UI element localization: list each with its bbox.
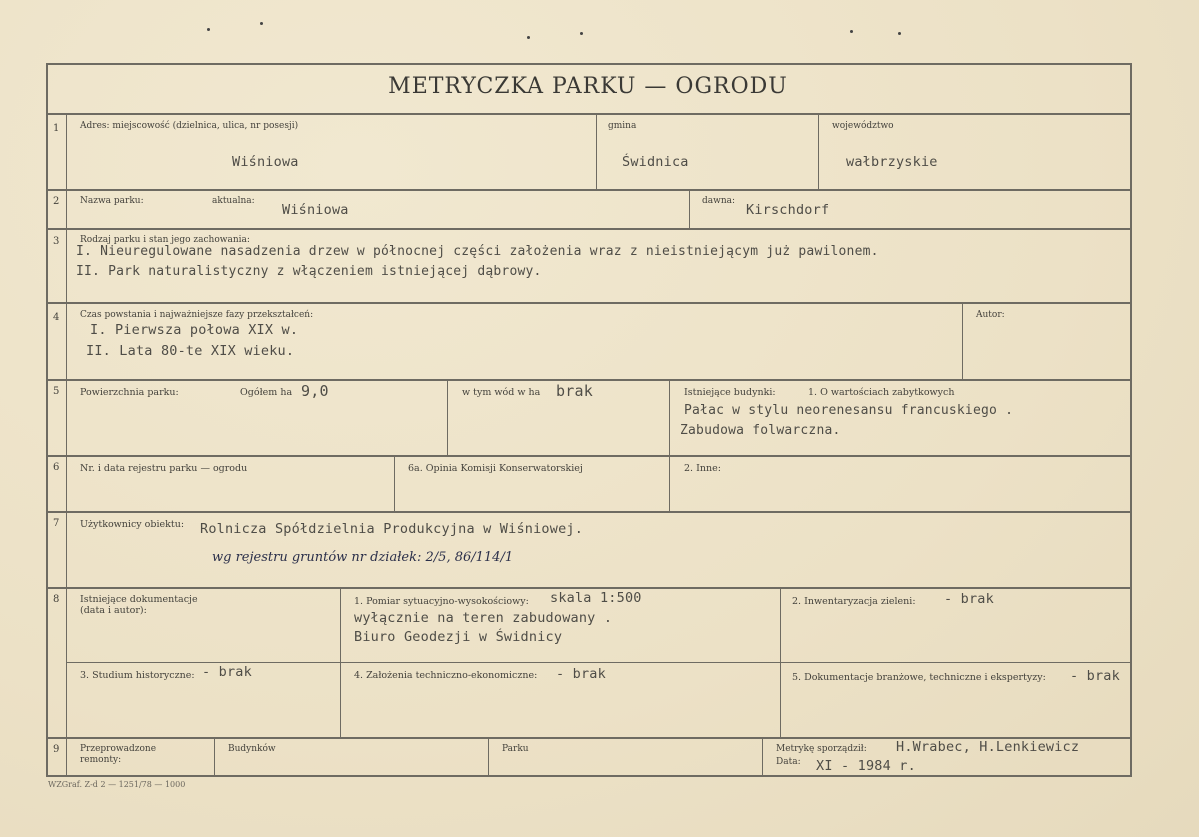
cell-divider [689, 190, 690, 228]
history-label: Czas powstania i najważniejsze fazy przekształceń: [80, 310, 314, 320]
gmina-label: gmina [608, 121, 637, 131]
row-number: 7 [53, 518, 60, 529]
park-type-line-2: II. Park naturalistyczny z włączeniem istniejącej dąbrowy. [76, 264, 542, 279]
row-number: 6 [53, 462, 60, 473]
survey-label: 1. Pomiar sytuacyjno-wysokościowy: [354, 596, 529, 607]
frame-top [46, 63, 1132, 65]
row-divider [46, 189, 1132, 191]
register-label: Nr. i data rejestru parku — ogrodu [80, 463, 248, 474]
cell-divider [962, 303, 963, 379]
branch-docs-label: 5. Dokumentacje branżowe, techniczne i ekspertyzy: [792, 672, 1046, 683]
cell-divider [447, 380, 448, 455]
ink-speck [207, 28, 210, 31]
users-value: Rolnicza Spółdzielnia Produkcyjna w Wiśniowej. [200, 521, 584, 537]
cell-divider [214, 738, 215, 776]
total-area-label: Ogółem ha [240, 387, 293, 398]
row-divider [46, 587, 1132, 589]
area-label: Powierzchnia parku: [80, 387, 179, 398]
technical-assumptions-label: 4. Założenia techniczno-ekonomiczne: [354, 670, 538, 681]
cell-divider [488, 738, 489, 776]
current-name-value: Wiśniowa [282, 202, 349, 218]
row-divider-thin [66, 662, 1132, 663]
buildings-repairs-label: Budynków [228, 744, 276, 754]
row-divider [46, 113, 1132, 115]
greenery-label: 2. Inwentaryzacja zieleni: [792, 596, 916, 607]
cell-divider [596, 114, 597, 190]
technical-assumptions-value: - brak [556, 666, 606, 682]
row-divider [46, 511, 1132, 513]
documentation-label: Istniejące dokumentacje [80, 594, 198, 605]
greenery-value: - brak [944, 591, 994, 607]
address-label: Adres: miejscowość (dzielnica, ulica, nr posesji) [80, 121, 299, 131]
water-area-value: brak [556, 382, 593, 400]
frame-bottom [46, 775, 1132, 777]
branch-docs-value: - brak [1070, 668, 1120, 684]
water-area-label: w tym wód w ha [462, 387, 541, 398]
cell-divider [669, 456, 670, 512]
park-type-line-1: I. Nieuregulowane nasadzenia drzew w północnej części założenia wraz z nieistniejącym już pawilonem. [76, 244, 879, 259]
cell-divider [818, 114, 819, 190]
cell-divider [394, 456, 395, 512]
total-area-value: 9,0 [301, 382, 329, 400]
former-name-value: Kirschdorf [746, 202, 830, 218]
row-divider [46, 228, 1132, 230]
date-value: XI - 1984 r. [816, 758, 916, 774]
row-number: 2 [53, 196, 60, 207]
voivodeship-value: wałbrzyskie [846, 154, 938, 170]
row-divider [46, 455, 1132, 457]
frame-right [1130, 63, 1132, 777]
voivodeship-label: województwo [832, 121, 894, 131]
cell-divider [340, 588, 341, 738]
documentation-sublabel: (data i autor): [80, 605, 147, 616]
page-title: METRYCZKA PARKU — OGRODU [388, 74, 788, 99]
row-number: 4 [53, 312, 60, 323]
other-label: 2. Inne: [684, 463, 721, 474]
park-type-label: Rodzaj parku i stan jego zachowania: [80, 235, 250, 245]
handwritten-plot-note: wg rejestru gruntów nr działek: 2/5, 86/114/1 [212, 550, 514, 565]
ink-speck [527, 36, 530, 39]
row-number: 3 [53, 236, 60, 247]
row-number: 9 [53, 744, 60, 755]
cell-divider [780, 588, 781, 738]
historical-study-label: 3. Studium historyczne: [80, 670, 195, 681]
row-number: 1 [53, 123, 60, 134]
survey-line-2: wyłącznie na teren zabudowany . [354, 610, 613, 626]
history-line-2: II. Lata 80-te XIX wieku. [86, 343, 295, 359]
ink-speck [260, 22, 263, 25]
row-divider [46, 302, 1132, 304]
commission-opinion-label: 6a. Opinia Komisji Konserwatorskiej [408, 463, 583, 474]
historic-buildings-label: 1. O wartościach zabytkowych [808, 387, 955, 398]
survey-scale: skala 1:500 [550, 590, 642, 606]
ink-speck [898, 32, 901, 35]
row-divider [46, 379, 1132, 381]
park-name-label: Nazwa parku: [80, 196, 144, 206]
historical-study-value: - brak [202, 664, 252, 680]
prepared-by-value: H.Wrabec, H.Lenkiewicz [896, 739, 1080, 755]
survey-line-3: Biuro Geodezji w Świdnicy [354, 629, 563, 645]
frame-left [46, 63, 48, 777]
ink-speck [850, 30, 853, 33]
print-footer: WZGraf. Z-d 2 — 1251/78 — 1000 [48, 780, 186, 789]
buildings-line-2: Zabudowa folwarczna. [680, 423, 841, 438]
address-value: Wiśniowa [232, 154, 299, 170]
cell-divider [669, 380, 670, 455]
author-label: Autor: [976, 310, 1005, 320]
current-name-label: aktualna: [212, 196, 255, 206]
buildings-label: Istniejące budynki: [684, 387, 776, 398]
ink-speck [580, 32, 583, 35]
history-line-1: I. Pierwsza połowa XIX w. [90, 322, 299, 338]
users-label: Użytkownicy obiektu: [80, 519, 185, 530]
park-repairs-label: Parku [502, 744, 529, 754]
row-number: 8 [53, 594, 60, 605]
former-name-label: dawna: [702, 196, 736, 206]
buildings-line-1: Pałac w stylu neorenesansu francuskiego . [684, 403, 1014, 418]
repairs-label: Przeprowadzone [80, 744, 157, 754]
repairs-sublabel: remonty: [80, 755, 122, 765]
gmina-value: Świdnica [622, 154, 689, 170]
date-label: Data: [776, 757, 801, 767]
number-column-divider [66, 114, 67, 777]
prepared-by-label: Metrykę sporządził: [776, 744, 867, 754]
row-number: 5 [53, 386, 60, 397]
cell-divider [762, 738, 763, 776]
